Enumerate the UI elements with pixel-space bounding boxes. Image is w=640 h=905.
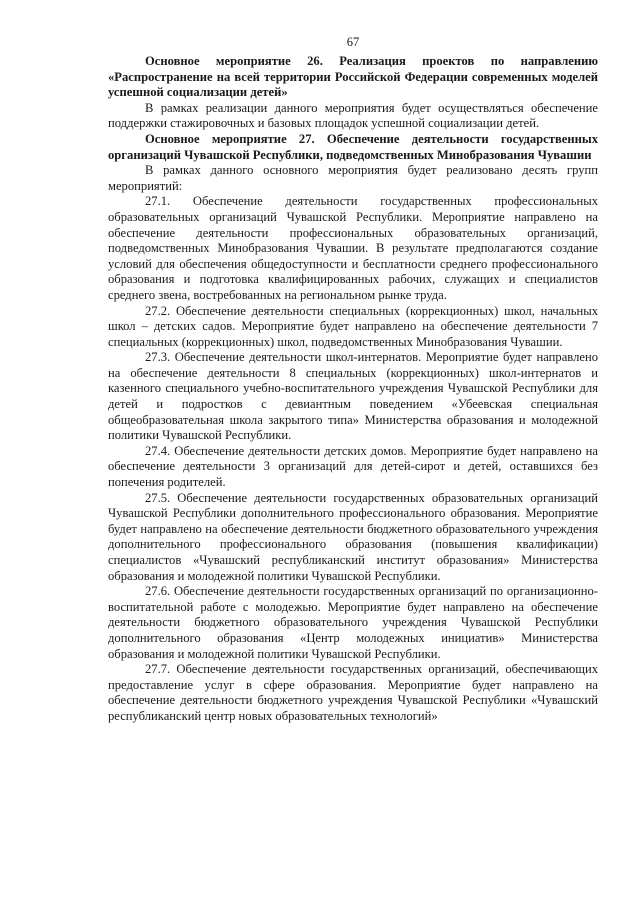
paragraph-item-27-5: 27.5. Обеспечение деятельности государственных образовательных организаций Чувашской Республики дополнительного профессионального образования. Мероприятие будет направлено на обеспечение деятельности бюджетного образовательного учреждения дополнительного профессионального образования (повышения квалификации) специалистов «Чувашский республиканский институт образования» Министерства образования и молодежной политики Чувашской Республики.: [108, 490, 598, 583]
page-number: 67: [346, 35, 360, 49]
paragraph-item-27-7: 27.7. Обеспечение деятельности государственных организаций, обеспечивающих предоставление услуг в сфере образования. Мероприятие будет направлено на обеспечение деятельности бюджетного учреждения Чувашской Республики «Чувашский республиканский центр новых образовательных технологий»: [108, 662, 598, 723]
paragraph-item-27-1: 27.1. Обеспечение деятельности государственных профессиональных образовательных организаций Чувашской Республики. Мероприятие направлено на обеспечение деятельности профессиональных образовательных организаций, подведомственных Минобразования Чувашии. В результате предполагаются создание условий для обеспечения общедоступности и бесплатности среднего профессионального образования и подготовка квалифицированных рабочих, служащих и специалистов среднего звена, востребованных на региональном рынке труда.: [108, 194, 598, 302]
paragraph-item-27-4: 27.4. Обеспечение деятельности детских домов. Мероприятие будет направлено на обеспечение деятельности 3 организаций для детей-сирот и детей, оставшихся без попечения родителей.: [108, 443, 598, 490]
document-page: [108, 34, 598, 725]
heading-activity-26: Основное мероприятие 26. Реализация проектов по направлению «Распространение на всей территории Российской Федерации современных моделей успешной социализации детей»: [108, 54, 598, 100]
paragraph-activity-27-intro: В рамках данного основного мероприятия будет реализовано десять групп мероприятий:: [108, 163, 598, 193]
heading-activity-27: Основное мероприятие 27. Обеспечение деятельности государственных организаций Чувашской Республики, подведомственных Минобразования Чувашии: [108, 131, 598, 162]
paragraph-activity-26-body: В рамках реализации данного мероприятия будет осуществляться обеспечение поддержки стажировочных и базовых площадок успешной социализации детей.: [108, 100, 598, 131]
paragraph-item-27-2: 27.2. Обеспечение деятельности специальных (коррекционных) школ, начальных школ – детских садов. Мероприятие будет направлено на обеспечение деятельности 7 специальных (коррекционных) школ, подведомственных Минобразования Чувашии.: [108, 303, 598, 349]
paragraph-item-27-3: 27.3. Обеспечение деятельности школ-интернатов. Мероприятие будет направлено на обеспечение деятельности 8 специальных (коррекционных) школ-интернатов и казенного специального учебно-воспитательного учреждения Чувашской Республики для детей и подростков с девиантным поведением «Убеевская специальная общеобразовательная школа закрытого типа» Министерства образования и молодежной политики Чувашской Республики.: [108, 350, 598, 443]
paragraph-item-27-6: 27.6. Обеспечение деятельности государственных организаций по организационно-воспитательной работе с молодежью. Мероприятие будет направлено на обеспечение деятельности бюджетного образовательного учреждения Чувашской Республики дополнительного образования «Центр молодежных инициатив» Министерства образования и молодежной политики Чувашской Республики.: [108, 584, 598, 661]
